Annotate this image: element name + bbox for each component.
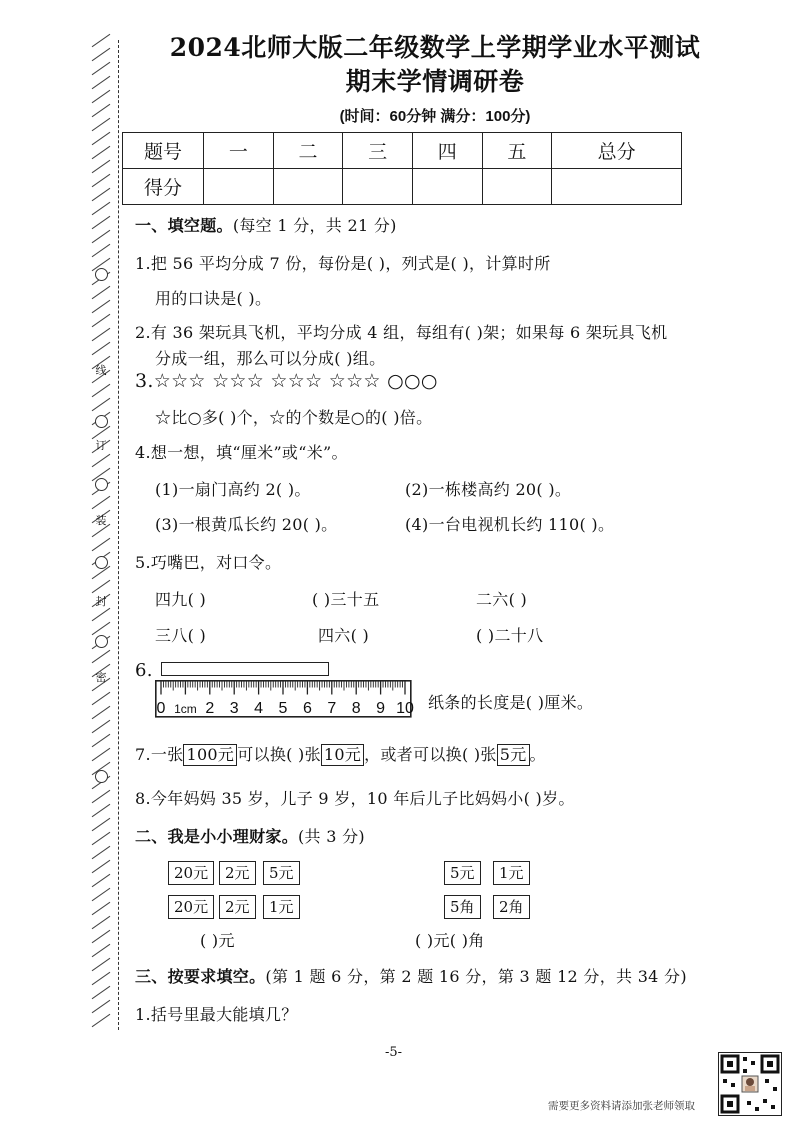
binding-hatch-mark — [92, 118, 111, 131]
ruler-label: 5 — [278, 700, 288, 717]
q7-end: 。 — [529, 745, 546, 764]
section1-title: 一、填空题。 — [135, 216, 233, 235]
q6-label: 6. — [135, 660, 153, 681]
paper-strip — [161, 662, 329, 676]
binding-hatch-mark — [92, 174, 111, 187]
q5-item-b: ( )三十五 — [312, 590, 380, 609]
binding-hatch-mark — [92, 860, 111, 873]
binding-hatch-mark — [92, 230, 111, 243]
page-number: -5- — [385, 1045, 403, 1060]
footer-note: 需要更多资料请添加张老师领取 — [548, 1100, 695, 1112]
q7-mid2: ，或者可以换( )张 — [364, 745, 497, 764]
binding-hatch-mark — [92, 76, 111, 89]
section3-q1: 1.括号里最大能填几？ — [135, 1005, 298, 1024]
binding-hatch-mark — [92, 846, 111, 859]
section2-answer-left: ( )元 — [200, 931, 235, 950]
score-row-label: 得分 — [123, 169, 204, 205]
score-header-cell: 总分 — [552, 133, 682, 169]
score-cell[interactable] — [343, 169, 413, 205]
q3-label: 3. — [135, 370, 154, 392]
binding-hatch-mark — [92, 608, 111, 621]
section3-heading — [135, 964, 687, 987]
score-header-cell: 二 — [273, 133, 343, 169]
binding-hatch-mark — [92, 62, 111, 75]
binding-hatch-mark — [92, 622, 111, 635]
score-header-cell: 三 — [343, 133, 413, 169]
score-header-cell: 四 — [412, 133, 482, 169]
binding-hatch-mark — [92, 748, 111, 761]
binding-hatch-mark — [92, 384, 111, 397]
binding-label-order: 订 — [95, 439, 107, 452]
binding-hatch-mark — [92, 286, 111, 299]
exam-title-line1: 2024北师大版二年级数学上学期学业水平测试 — [169, 33, 701, 62]
banknote-100: 100元 — [183, 744, 237, 766]
binding-hatch-mark — [92, 650, 111, 663]
binding-hatch-mark — [92, 720, 111, 733]
q8-line: 8.今年妈妈 35 岁，儿子 9 岁，10 年后儿子比妈妈小( )岁。 — [135, 789, 575, 808]
score-header-cell: 题号 — [123, 133, 204, 169]
q7-mid1: 可以换( )张 — [237, 745, 321, 764]
binding-label-secret: 密 — [95, 671, 107, 684]
ruler-label: 0 — [156, 700, 166, 717]
score-cell[interactable] — [273, 169, 343, 205]
binding-ring — [95, 478, 108, 491]
q4-item-c: (3)一根黄瓜长约 20( )。 — [155, 515, 338, 534]
ruler — [155, 680, 412, 718]
binding-ring — [95, 268, 108, 281]
binding-hatch-mark — [92, 48, 111, 61]
binding-hatch-mark — [92, 986, 111, 999]
q2-line2: 分成一组，那么可以分成( )组。 — [155, 349, 386, 368]
binding-hatch-mark — [92, 1014, 111, 1027]
binding-ring — [95, 770, 108, 783]
banknote-5: 5元 — [497, 744, 530, 766]
binding-hatch-mark — [92, 930, 111, 943]
q5-item-d: 三八( ) — [155, 626, 207, 645]
binding-hatch-mark — [92, 398, 111, 411]
ruler-label: 7 — [327, 700, 337, 717]
score-cell[interactable] — [412, 169, 482, 205]
binding-hatch-mark — [92, 580, 111, 593]
binding-label-seal: 封 — [95, 595, 107, 608]
ruler-label: 4 — [254, 700, 264, 717]
score-table-header-row — [123, 133, 682, 169]
score-header-cell: 五 — [482, 133, 552, 169]
binding-hatch-mark — [92, 146, 111, 159]
section2-title: 二、我是小小理财家。 — [135, 827, 299, 846]
section2-note: (共 3 分) — [298, 827, 365, 846]
binding-hatch-mark — [92, 104, 111, 117]
binding-hatch-mark — [92, 790, 111, 803]
binding-hatch-mark — [92, 328, 111, 341]
q1-line1: 1.把 56 平均分成 7 份，每份是( )，列式是( )，计算时所 — [135, 254, 551, 273]
binding-hatch-mark — [92, 874, 111, 887]
q1-line2: 用的口诀是( )。 — [155, 289, 272, 308]
ruler-label: 10 — [396, 700, 414, 717]
q3-line2: ☆比○多( )个，☆的个数是○的( )倍。 — [155, 408, 433, 427]
binding-hatch-mark — [92, 818, 111, 831]
binding-ring — [95, 635, 108, 648]
score-header-cell: 一 — [204, 133, 274, 169]
q7-pre: 7.一张 — [135, 745, 184, 764]
ruler-label: 6 — [302, 700, 312, 717]
binding-hatch-mark — [92, 300, 111, 313]
binding-hatch-mark — [92, 958, 111, 971]
binding-hatch-mark — [92, 90, 111, 103]
money-note: 1元 — [263, 895, 300, 919]
score-cell[interactable] — [482, 169, 552, 205]
section2-heading — [135, 824, 365, 847]
money-note: 2角 — [493, 895, 530, 919]
binding-hatch-mark — [92, 1000, 111, 1013]
q4-line1: 4.想一想，填“厘米”或“米”。 — [135, 443, 348, 462]
binding-hatch-mark — [92, 692, 111, 705]
section3-note: (第 1 题 6 分，第 2 题 16 分，第 3 题 12 分，共 34 分) — [265, 967, 687, 986]
binding-hatch-mark — [92, 132, 111, 145]
binding-hatch-mark — [92, 496, 111, 509]
binding-hatch-mark — [92, 916, 111, 929]
binding-hatch-mark — [92, 244, 111, 257]
q5-item-f: ( )二十八 — [476, 626, 544, 645]
section2-answer-right: ( )元( )角 — [415, 931, 485, 950]
section3-title: 三、按要求填空。 — [135, 967, 266, 986]
section1-heading — [135, 213, 397, 236]
binding-hatch-mark — [92, 314, 111, 327]
money-note: 1元 — [493, 861, 530, 885]
ruler-label: 2 — [205, 700, 215, 717]
ruler-label: 9 — [376, 700, 386, 717]
money-note: 2元 — [219, 861, 256, 885]
q3-shapes: ☆☆☆ ☆☆☆ ☆☆☆ ☆☆☆ ○○○ — [153, 370, 438, 392]
score-table-score-row — [123, 169, 682, 205]
money-note: 20元 — [168, 895, 214, 919]
binding-hatch-mark — [92, 902, 111, 915]
binding-hatch-mark — [92, 160, 111, 173]
binding-hatch-mark — [92, 342, 111, 355]
q2-line1: 2.有 36 架玩具飞机，平均分成 4 组，每组有( )架；如果每 6 架玩具飞机 — [135, 323, 668, 342]
banknote-10: 10元 — [321, 744, 364, 766]
binding-hatch-mark — [92, 188, 111, 201]
q5-item-c: 二六( ) — [476, 590, 528, 609]
q7-line — [135, 742, 546, 766]
binding-dash-line — [118, 40, 119, 1030]
binding-hatch-mark — [92, 538, 111, 551]
binding-label-line: 线 — [95, 364, 107, 377]
binding-hatch-mark — [92, 34, 111, 47]
q6-text: 纸条的长度是( )厘米。 — [428, 693, 594, 712]
binding-ring — [95, 556, 108, 569]
money-note: 5元 — [444, 861, 481, 885]
q5-item-a: 四九( ) — [155, 590, 207, 609]
binding-hatch-mark — [92, 216, 111, 229]
money-note: 5角 — [444, 895, 481, 919]
q4-item-d: (4)一台电视机长约 110( )。 — [405, 515, 615, 534]
q3-shapes-line — [135, 370, 438, 392]
q4-item-b: (2)一栋楼高约 20( )。 — [405, 480, 572, 499]
binding-hatch-mark — [92, 944, 111, 957]
ruler-label: 3 — [229, 700, 239, 717]
binding-ring — [95, 415, 108, 428]
money-note: 5元 — [263, 861, 300, 885]
binding-label-bind: 装 — [95, 514, 107, 527]
binding-hatch-mark — [92, 202, 111, 215]
score-table — [122, 132, 682, 205]
exam-time-info: (时间：60分钟 满分：100分) — [339, 108, 531, 125]
binding-hatch-mark — [92, 734, 111, 747]
exam-title-line2: 期末学情调研卷 — [345, 67, 525, 96]
ruler-label: 1cm — [174, 702, 197, 716]
section1-note: (每空 1 分，共 21 分) — [232, 216, 397, 235]
ruler-label: 8 — [351, 700, 361, 717]
qr-code-icon[interactable] — [718, 1052, 782, 1116]
money-note: 20元 — [168, 861, 214, 885]
binding-hatch-mark — [92, 832, 111, 845]
money-note: 2元 — [219, 895, 256, 919]
q4-item-a: (1)一扇门高约 2( )。 — [155, 480, 311, 499]
binding-hatch-mark — [92, 454, 111, 467]
binding-hatch-mark — [92, 804, 111, 817]
score-cell[interactable] — [552, 169, 682, 205]
binding-hatch-mark — [92, 888, 111, 901]
binding-hatch-mark — [92, 706, 111, 719]
score-cell[interactable] — [204, 169, 274, 205]
binding-hatch-mark — [92, 972, 111, 985]
q5-item-e: 四六( ) — [318, 626, 370, 645]
q5-line1: 5.巧嘴巴，对口令。 — [135, 553, 282, 572]
